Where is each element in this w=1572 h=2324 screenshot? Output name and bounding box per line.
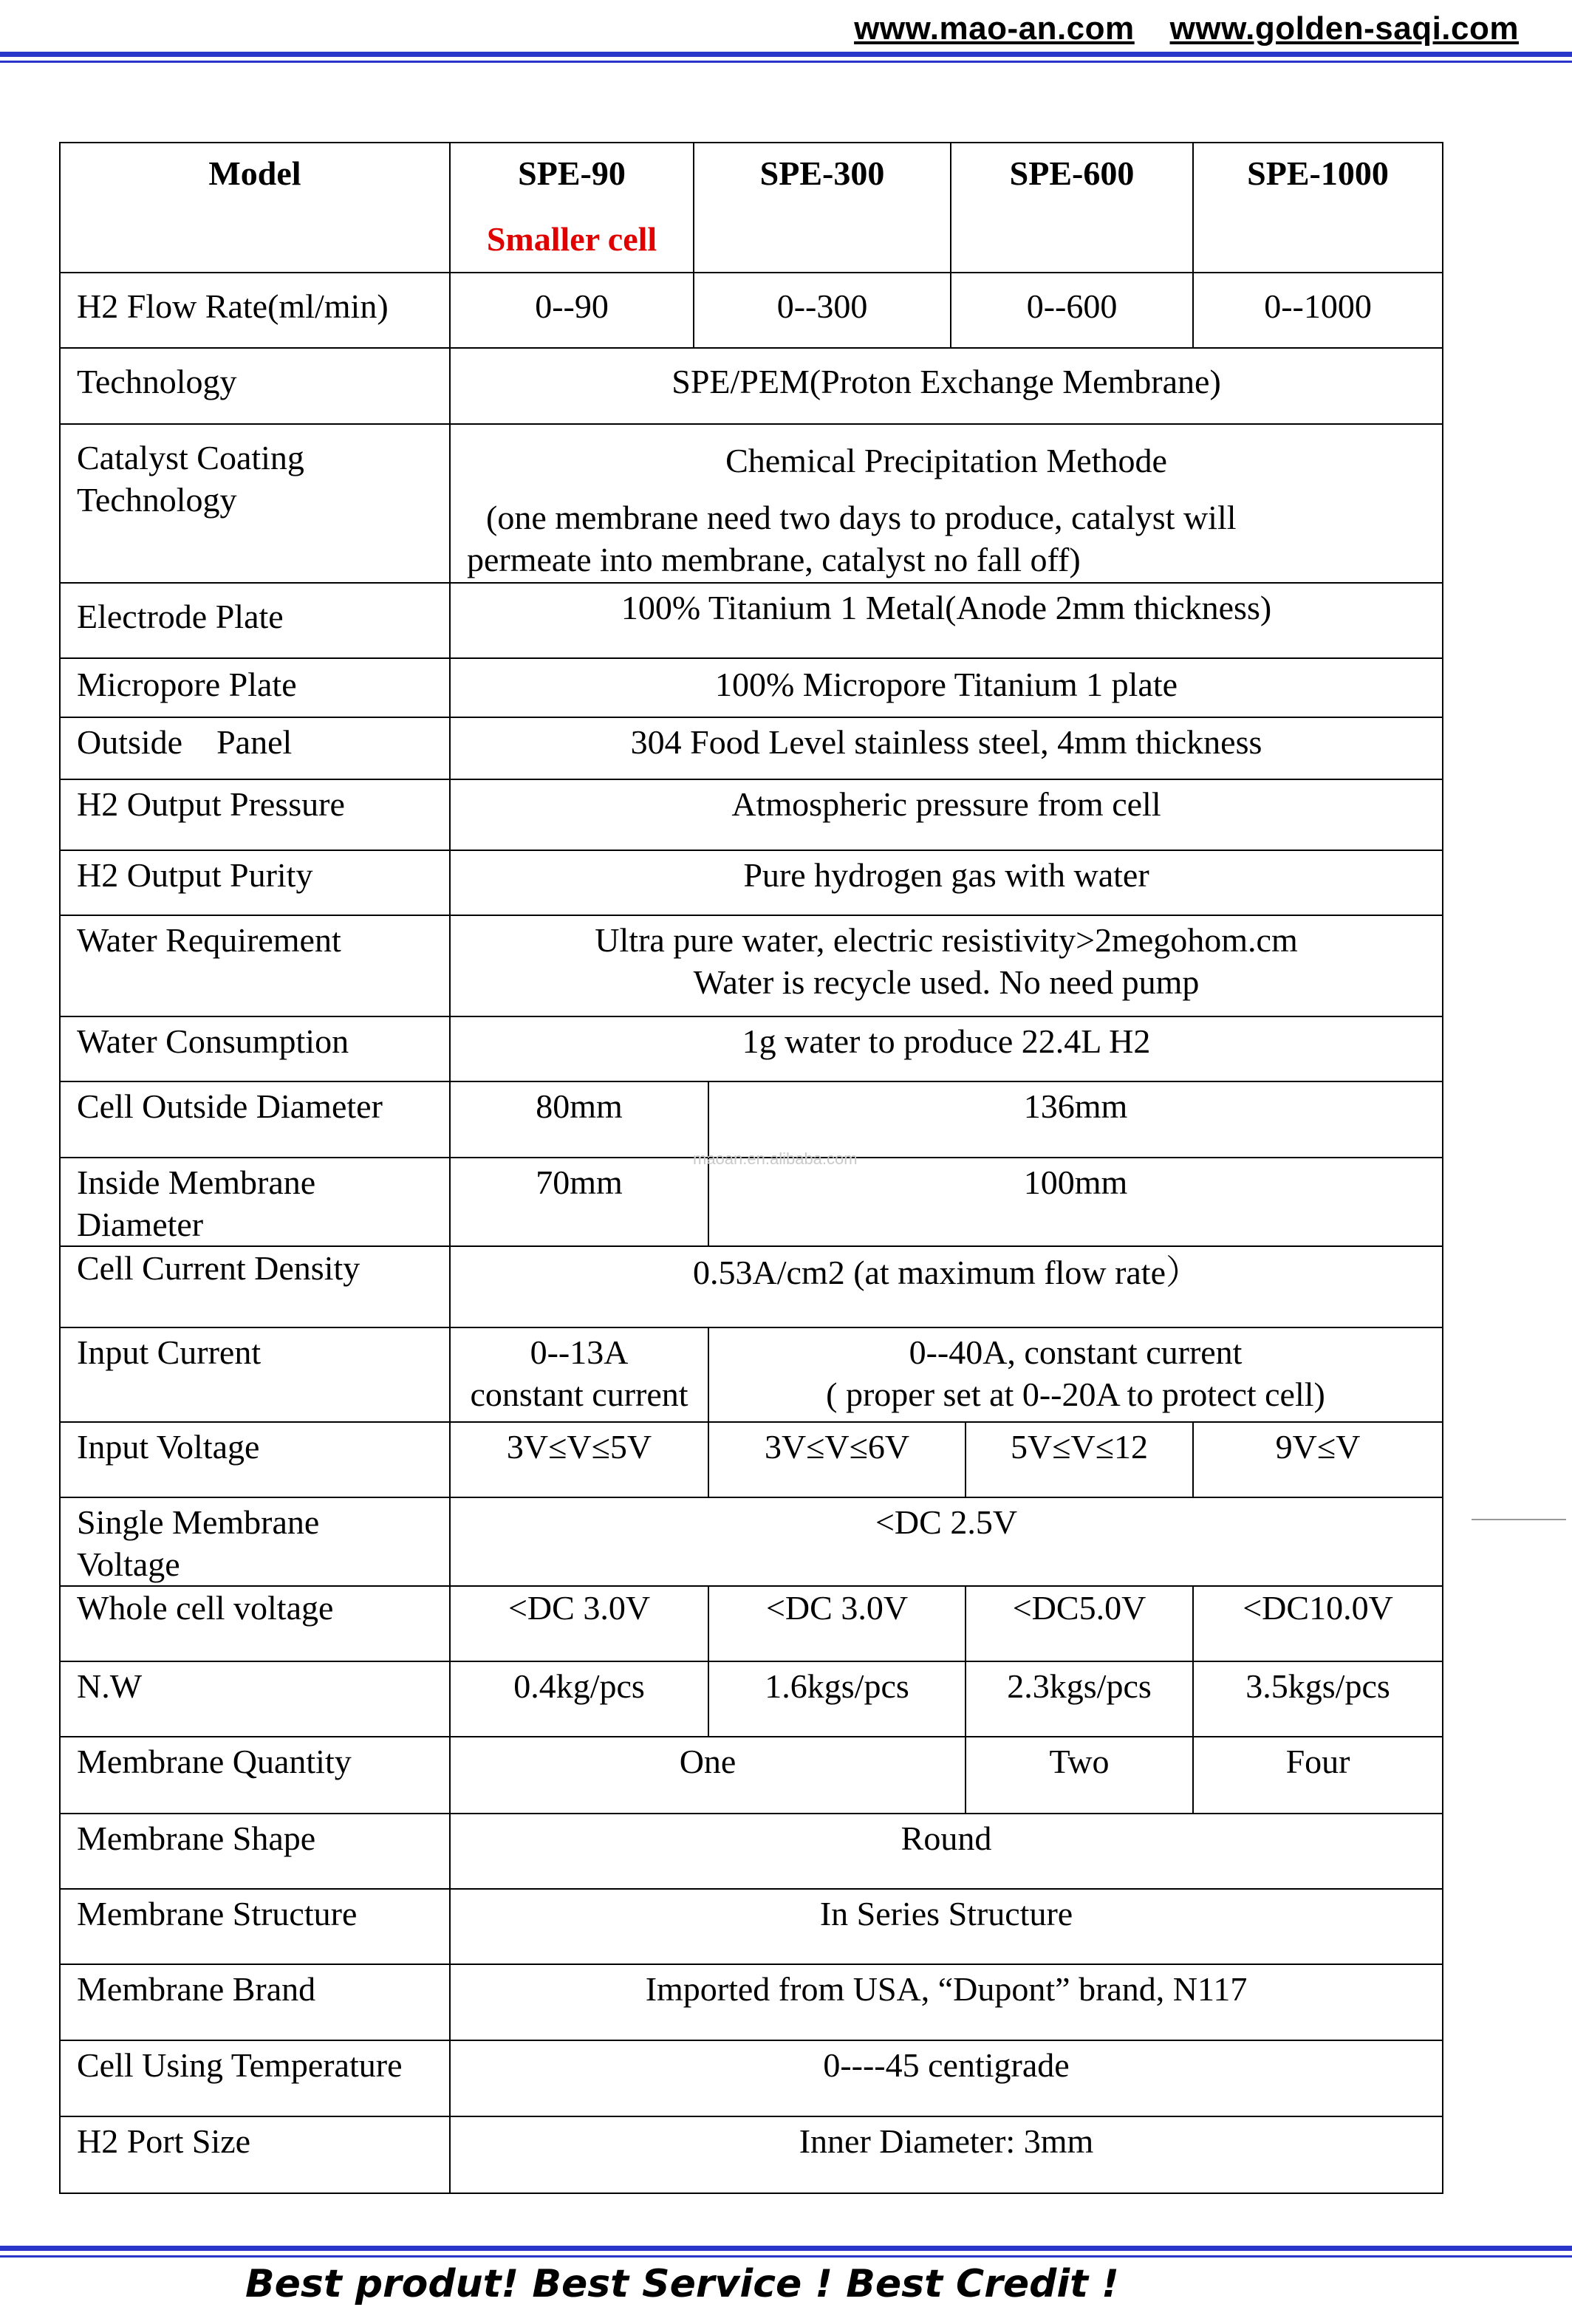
footer-rule-thin [0, 2255, 1572, 2258]
link-golden-saqi[interactable]: www.golden-saqi.com [1169, 10, 1519, 47]
input-voltage-label: Input Voltage [60, 1422, 450, 1497]
membrane-diameter-label-line2: Diameter [77, 1206, 204, 1243]
input-current-small [450, 1327, 708, 1422]
water-requirement-line2: Water is recycle used. No need pump [693, 963, 1200, 1001]
row-membrane-diameter [60, 1158, 1443, 1246]
output-purity-value: Pure hydrogen gas with water [450, 850, 1443, 915]
footer-slogan: Best produt! Best Service ! Best Credit ! [245, 2262, 1119, 2306]
row-electrode [60, 583, 1443, 658]
nw-spe-1000: 3.5kgs/pcs [1193, 1661, 1443, 1737]
membrane-diameter-large: 100mm [708, 1158, 1443, 1246]
output-pressure-value: Atmospheric pressure from cell [450, 779, 1443, 850]
row-single-voltage [60, 1497, 1443, 1586]
catalyst-method: Chemical Precipitation Methode [725, 442, 1167, 479]
electrode-value: 100% Titanium 1 Metal(Anode 2mm thickness) [450, 583, 1443, 658]
whole-voltage-spe-1000: <DC10.0V [1193, 1586, 1443, 1661]
membrane-shape-label: Membrane Shape [60, 1814, 450, 1889]
port-size-label: H2 Port Size [60, 2116, 450, 2193]
water-requirement-label: Water Requirement [60, 915, 450, 1016]
row-input-voltage [60, 1422, 1443, 1497]
row-micropore [60, 658, 1443, 717]
single-voltage-label-line2: Voltage [77, 1545, 180, 1583]
nw-label: N.W [60, 1661, 450, 1737]
row-model [60, 143, 1443, 273]
watermark: maoan.en.alibaba.com [693, 1149, 858, 1168]
electrode-label: Electrode Plate [60, 583, 450, 658]
micropore-label: Micropore Plate [60, 658, 450, 717]
row-cell-diameter [60, 1081, 1443, 1158]
footer-rule-thick [0, 2246, 1572, 2251]
single-voltage-label [60, 1497, 450, 1586]
flow-rate-label: H2 Flow Rate(ml/min) [60, 273, 450, 348]
single-voltage-value: <DC 2.5V [450, 1497, 1443, 1586]
cell-diameter-label: Cell Outside Diameter [60, 1081, 450, 1158]
catalyst-label-line2: Technology [77, 481, 237, 519]
membrane-diameter-label [60, 1158, 450, 1246]
flow-rate-spe-300: 0--300 [694, 273, 951, 348]
header-links [854, 10, 1519, 47]
row-input-current [60, 1327, 1443, 1422]
single-voltage-label-line1: Single Membrane [77, 1503, 320, 1541]
membrane-diameter-label-line1: Inside Membrane [77, 1163, 316, 1201]
row-membrane-quantity [60, 1737, 1443, 1814]
row-current-density [60, 1246, 1443, 1327]
model-spe-90-name: SPE-90 [518, 154, 626, 192]
output-pressure-label: H2 Output Pressure [60, 779, 450, 850]
model-spe-600: SPE-600 [951, 143, 1193, 273]
row-water-consumption [60, 1016, 1443, 1081]
membrane-quantity-four: Four [1193, 1737, 1443, 1814]
catalyst-label [60, 424, 450, 583]
model-label: Model [60, 143, 450, 273]
membrane-brand-value: Imported from USA, “Dupont” brand, N117 [450, 1964, 1443, 2040]
row-water-requirement [60, 915, 1443, 1016]
margin-line [1472, 1519, 1566, 1520]
current-density-label: Cell Current Density [60, 1246, 450, 1327]
water-consumption-value: 1g water to produce 22.4L H2 [450, 1016, 1443, 1081]
cell-diameter-large: 136mm [708, 1081, 1443, 1158]
row-membrane-shape [60, 1814, 1443, 1889]
row-output-purity [60, 850, 1443, 915]
outside-panel-label: Outside Panel [60, 717, 450, 779]
membrane-diameter-small: 70mm [450, 1158, 708, 1246]
input-current-small-line1: 0--13A [530, 1333, 629, 1371]
row-technology [60, 348, 1443, 424]
whole-voltage-spe-90: <DC 3.0V [450, 1586, 708, 1661]
catalyst-note-line2: permeate into membrane, catalyst no fall off) [467, 541, 1081, 578]
output-purity-label: H2 Output Purity [60, 850, 450, 915]
input-voltage-spe-90: 3V≤V≤5V [450, 1422, 708, 1497]
model-spe-300: SPE-300 [694, 143, 951, 273]
catalyst-note-line1: (one membrane need two days to produce, catalyst will [486, 499, 1237, 536]
whole-voltage-spe-300: <DC 3.0V [708, 1586, 966, 1661]
nw-spe-300: 1.6kgs/pcs [708, 1661, 966, 1737]
water-requirement-line1: Ultra pure water, electric resistivity>2megohom.cm [595, 921, 1298, 959]
header-rule-thin [0, 61, 1572, 63]
row-flow-rate [60, 273, 1443, 348]
membrane-quantity-two: Two [966, 1737, 1193, 1814]
link-mao-an[interactable]: www.mao-an.com [854, 10, 1135, 47]
technology-value: SPE/PEM(Proton Exchange Membrane) [450, 348, 1443, 424]
row-nw [60, 1661, 1443, 1737]
input-voltage-spe-300: 3V≤V≤6V [708, 1422, 966, 1497]
nw-spe-90: 0.4kg/pcs [450, 1661, 708, 1737]
membrane-structure-label: Membrane Structure [60, 1889, 450, 1964]
technology-label: Technology [60, 348, 450, 424]
catalyst-value [450, 424, 1443, 583]
input-current-large-line2: ( proper set at 0--20A to protect cell) [826, 1375, 1325, 1413]
nw-spe-600: 2.3kgs/pcs [966, 1661, 1193, 1737]
input-current-large [708, 1327, 1443, 1422]
outside-panel-value: 304 Food Level stainless steel, 4mm thickness [450, 717, 1443, 779]
row-catalyst [60, 424, 1443, 583]
input-voltage-spe-1000: 9V≤V [1193, 1422, 1443, 1497]
row-port-size [60, 2116, 1443, 2193]
flow-rate-spe-600: 0--600 [951, 273, 1193, 348]
port-size-value: Inner Diameter: 3mm [450, 2116, 1443, 2193]
input-voltage-spe-600: 5V≤V≤12 [966, 1422, 1193, 1497]
model-spe-1000: SPE-1000 [1193, 143, 1443, 273]
whole-voltage-spe-600: <DC5.0V [966, 1586, 1193, 1661]
header-rule-thick [0, 52, 1572, 57]
row-temperature [60, 2040, 1443, 2116]
smaller-cell-note: Smaller cell [486, 220, 657, 258]
input-current-large-line1: 0--40A, constant current [909, 1333, 1243, 1371]
water-requirement-value [450, 915, 1443, 1016]
flow-rate-spe-90: 0--90 [450, 273, 694, 348]
catalyst-label-line1: Catalyst Coating [77, 439, 304, 476]
flow-rate-spe-1000: 0--1000 [1193, 273, 1443, 348]
membrane-shape-value: Round [450, 1814, 1443, 1889]
water-consumption-label: Water Consumption [60, 1016, 450, 1081]
row-membrane-brand [60, 1964, 1443, 2040]
micropore-value: 100% Micropore Titanium 1 plate [450, 658, 1443, 717]
row-whole-voltage [60, 1586, 1443, 1661]
temperature-label: Cell Using Temperature [60, 2040, 450, 2116]
model-spe-90 [450, 143, 694, 273]
whole-voltage-label: Whole cell voltage [60, 1586, 450, 1661]
temperature-value: 0----45 centigrade [450, 2040, 1443, 2116]
membrane-quantity-one: One [450, 1737, 966, 1814]
row-output-pressure [60, 779, 1443, 850]
membrane-structure-value: In Series Structure [450, 1889, 1443, 1964]
cell-diameter-small: 80mm [450, 1081, 708, 1158]
input-current-small-line2: constant current [470, 1375, 688, 1413]
row-outside-panel [60, 717, 1443, 779]
membrane-brand-label: Membrane Brand [60, 1964, 450, 2040]
current-density-value: 0.53A/cm2 (at maximum flow rate） [450, 1246, 1443, 1327]
row-membrane-structure [60, 1889, 1443, 1964]
membrane-quantity-label: Membrane Quantity [60, 1737, 450, 1814]
input-current-label: Input Current [60, 1327, 450, 1422]
